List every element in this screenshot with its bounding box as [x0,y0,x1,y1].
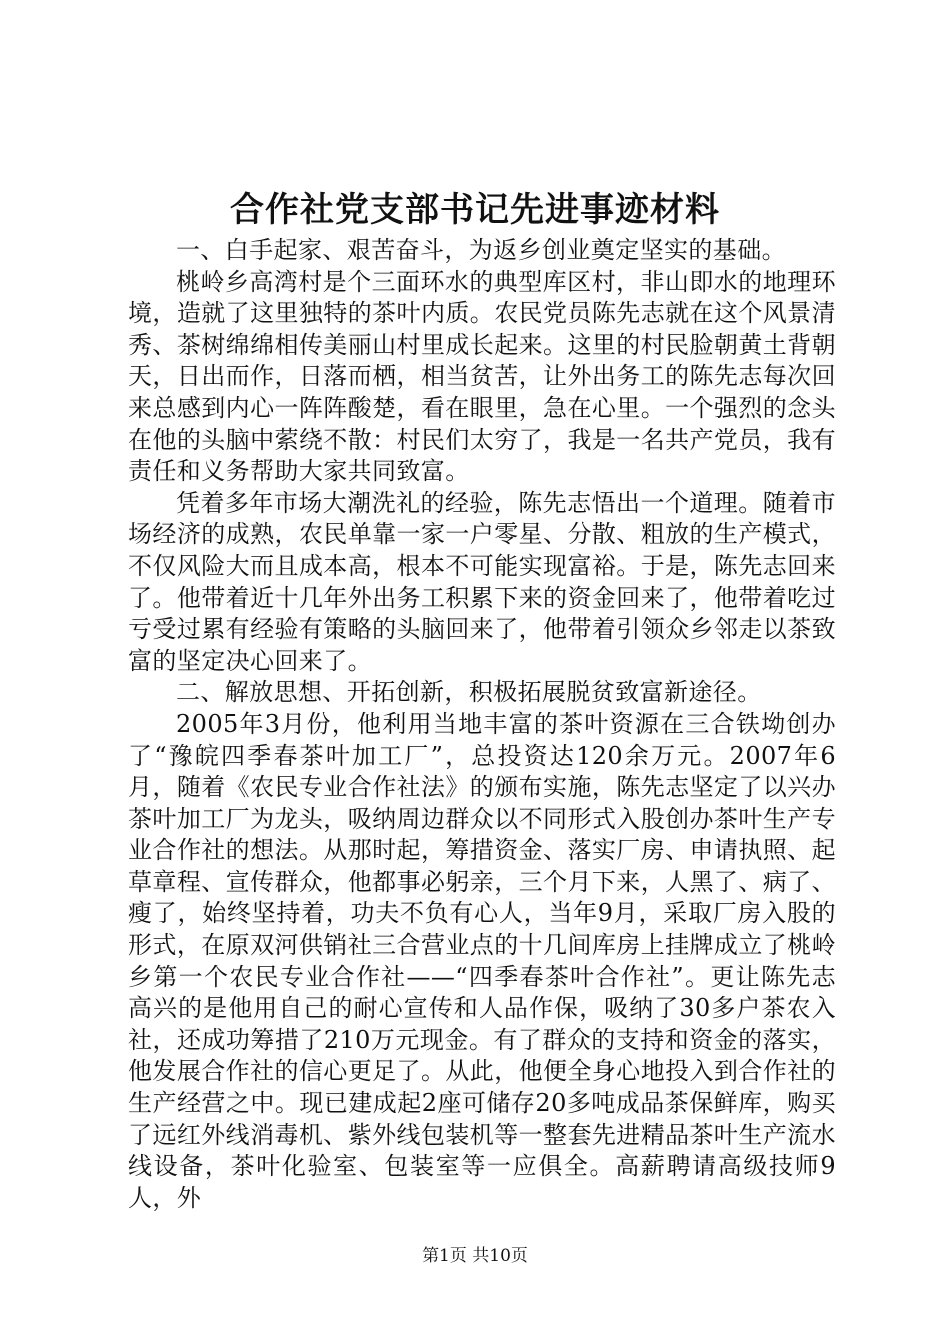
body-paragraph: 2005年3月份，他利用当地丰富的茶叶资源在三合铁坳创办了“豫皖四季春茶叶加工厂”，总投资达120余万元。2007年6月，随着《农民专业合作社法》的颁布实施，陈先志坚定了以兴办茶叶加工厂为龙头，吸纳周边群众以不同形式入股创办茶叶生产专业合作社的想法。从那时起，筹措资金、落实厂房、申请执照、起草章程、宣传群众，他都事必躬亲，三个月下来，人黑了、病了、瘦了，始终坚持着，功夫不负有心人，当年9月，采取厂房入股的形式，在原双河供销社三合营业点的十几间库房上挂牌成立了桃岭乡第一个农民专业合作社——“四季春茶叶合作社”。更让陈先志高兴的是他用自己的耐心宣传和人品作保，吸纳了30多户茶农入社，还成功筹措了210万元现金。有了群众的支持和资金的落实，他发展合作社的信心更足了。从此，他便全身心地投入到合作社的生产经营之中。现已建成起2座可储存20多吨成品茶保鲜库，购买了远红外线消毒机、紫外线包装机等一整套先进精品茶叶生产流水线设备，茶叶化验室、包装室等一应俱全。高薪聘请高级技师9人，外 [128,709,836,1212]
document-body [128,235,836,1214]
page-number-footer: 第1页 共10页 [422,1246,528,1266]
section-heading-1: 一、白手起家、艰苦奋斗，为返乡创业奠定坚实的基础。 [176,236,786,264]
body-paragraph: 凭着多年市场大潮洗礼的经验，陈先志悟出一个道理。随着市场经济的成熟，农民单靠一家一户零星、分散、粗放的生产模式，不仅风险大而且成本高，根本不可能实现富裕。于是，陈先志回来了。他带着近十几年外出务工积累下来的资金回来了，他带着吃过亏受过累有经验有策略的头脑回来了，他带着引领众乡邻走以茶致富的坚定决心回来了。 [128,488,836,675]
body-paragraph: 桃岭乡高湾村是个三面环水的典型库区村，非山即水的地理环境，造就了这里独特的茶叶内质。农民党员陈先志就在这个风景清秀、茶树绵绵相传美丽山村里成长起来。这里的村民脸朝黄土背朝天，日出而作，日落而栖，相当贫苦，让外出务工的陈先志每次回来总感到内心一阵阵酸楚，看在眼里，急在心里。一个强烈的念头在他的头脑中萦绕不散：村民们太穷了，我是一名共产党员，我有责任和义务帮助大家共同致富。 [128,267,836,486]
document-title: 合作社党支部书记先进事迹材料 [230,190,720,230]
section-heading-2: 二、解放思想、开拓创新，积极拓展脱贫致富新途径。 [176,678,762,707]
